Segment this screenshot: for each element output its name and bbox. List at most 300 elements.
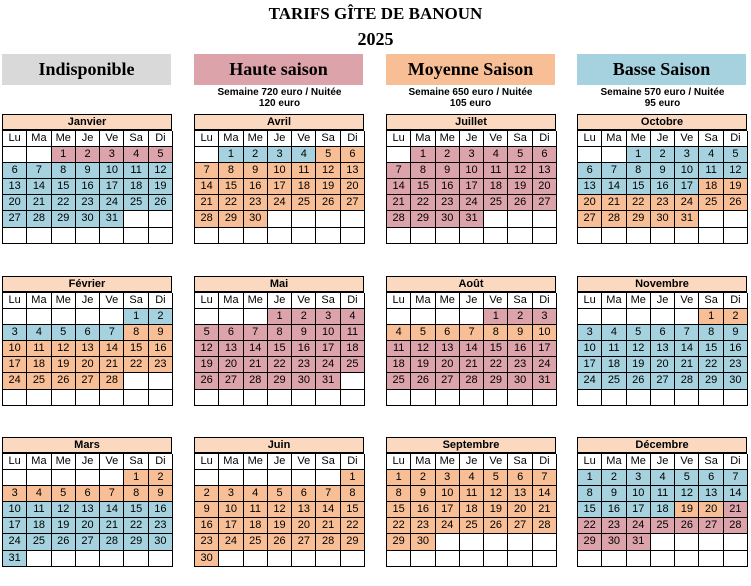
day-cell: 13	[76, 502, 100, 518]
day-cell: 1	[387, 470, 411, 486]
day-cell: 12	[149, 163, 173, 179]
day-cell: 5	[508, 147, 532, 163]
day-cell: 27	[76, 373, 100, 389]
empty-cell	[627, 228, 651, 244]
day-cell: 30	[292, 373, 316, 389]
day-cell: 5	[724, 147, 748, 163]
day-cell: 26	[52, 534, 76, 550]
day-cell: 25	[460, 518, 484, 534]
empty-cell	[602, 390, 626, 406]
day-cell: 21	[244, 357, 268, 373]
weekday-header: Sa	[699, 454, 723, 470]
day-cell: 31	[627, 534, 651, 550]
day-cell: 3	[268, 147, 292, 163]
day-cell: 4	[651, 470, 675, 486]
weekday-header: Sa	[508, 293, 532, 309]
weekday-header: Ma	[219, 293, 243, 309]
day-cell: 31	[675, 211, 699, 227]
day-cell: 12	[52, 341, 76, 357]
month-grid	[2, 130, 172, 244]
day-cell: 14	[602, 179, 626, 195]
day-cell: 6	[341, 147, 365, 163]
weekday-header: Je	[460, 454, 484, 470]
day-cell: 7	[100, 325, 124, 341]
day-cell: 25	[27, 534, 51, 550]
empty-cell	[3, 309, 27, 325]
day-cell: 24	[627, 518, 651, 534]
day-cell: 9	[149, 486, 173, 502]
empty-cell	[533, 390, 557, 406]
day-cell: 24	[316, 357, 340, 373]
weekday-header: Ve	[100, 454, 124, 470]
day-cell: 11	[651, 486, 675, 502]
legend-low-season: Basse Saison	[577, 54, 746, 85]
weekday-header: Sa	[124, 454, 148, 470]
day-cell: 19	[52, 518, 76, 534]
legend-unavailable: Indisponible	[2, 54, 171, 85]
day-cell: 4	[244, 486, 268, 502]
empty-cell	[436, 309, 460, 325]
day-cell: 23	[602, 518, 626, 534]
day-cell: 28	[100, 534, 124, 550]
empty-cell	[387, 551, 411, 567]
day-cell: 14	[387, 179, 411, 195]
empty-cell	[460, 551, 484, 567]
day-cell: 28	[602, 211, 626, 227]
day-cell: 30	[508, 373, 532, 389]
day-cell: 16	[149, 502, 173, 518]
day-cell: 28	[27, 211, 51, 227]
day-cell: 10	[436, 486, 460, 502]
day-cell: 25	[27, 373, 51, 389]
day-cell: 12	[411, 341, 435, 357]
day-cell: 17	[533, 341, 557, 357]
weekday-header: Sa	[508, 454, 532, 470]
day-cell: 20	[292, 518, 316, 534]
weekday-header: Me	[436, 454, 460, 470]
weekday-header: Di	[533, 131, 557, 147]
day-cell: 12	[508, 163, 532, 179]
day-cell: 29	[219, 211, 243, 227]
day-cell: 8	[341, 486, 365, 502]
weekday-header: Je	[76, 293, 100, 309]
empty-cell	[436, 228, 460, 244]
day-cell: 23	[244, 195, 268, 211]
day-cell: 6	[508, 470, 532, 486]
day-cell: 20	[3, 195, 27, 211]
day-cell: 16	[436, 179, 460, 195]
day-cell: 17	[3, 518, 27, 534]
day-cell: 3	[100, 147, 124, 163]
empty-cell	[149, 228, 173, 244]
empty-cell	[52, 390, 76, 406]
day-cell: 25	[341, 357, 365, 373]
month-name: Novembre	[577, 276, 747, 292]
month-calendar	[2, 437, 172, 567]
empty-cell	[724, 211, 748, 227]
weekday-header: Ve	[100, 293, 124, 309]
month-calendar	[386, 276, 556, 406]
day-cell: 10	[100, 163, 124, 179]
empty-cell	[268, 390, 292, 406]
empty-cell	[387, 390, 411, 406]
day-cell: 9	[602, 486, 626, 502]
day-cell: 24	[436, 518, 460, 534]
month-name: Juin	[194, 437, 364, 453]
day-cell: 21	[387, 195, 411, 211]
weekday-header: Sa	[124, 131, 148, 147]
day-cell: 30	[244, 211, 268, 227]
day-cell: 14	[533, 486, 557, 502]
month-calendar	[194, 437, 364, 567]
day-cell: 7	[195, 163, 219, 179]
day-cell: 10	[533, 325, 557, 341]
day-cell: 10	[316, 325, 340, 341]
day-cell: 10	[460, 163, 484, 179]
empty-cell	[268, 551, 292, 567]
empty-cell	[341, 390, 365, 406]
month-calendar	[2, 114, 172, 244]
day-cell: 23	[508, 357, 532, 373]
empty-cell	[244, 551, 268, 567]
day-cell: 14	[100, 502, 124, 518]
empty-cell	[387, 228, 411, 244]
empty-cell	[460, 390, 484, 406]
weekday-header: Ve	[675, 454, 699, 470]
day-cell: 2	[436, 147, 460, 163]
day-cell: 24	[533, 357, 557, 373]
empty-cell	[3, 228, 27, 244]
day-cell: 23	[724, 357, 748, 373]
day-cell: 17	[578, 357, 602, 373]
day-cell: 3	[3, 486, 27, 502]
month-grid	[2, 453, 172, 567]
day-cell: 27	[219, 373, 243, 389]
day-cell: 18	[484, 179, 508, 195]
empty-cell	[292, 211, 316, 227]
day-cell: 11	[699, 163, 723, 179]
day-cell: 31	[100, 211, 124, 227]
weekday-header: Je	[268, 293, 292, 309]
day-cell: 22	[124, 518, 148, 534]
day-cell: 14	[316, 502, 340, 518]
day-cell: 27	[651, 373, 675, 389]
day-cell: 11	[292, 163, 316, 179]
empty-cell	[52, 551, 76, 567]
day-cell: 23	[411, 518, 435, 534]
empty-cell	[316, 390, 340, 406]
empty-cell	[533, 551, 557, 567]
day-cell: 17	[316, 341, 340, 357]
weekday-header: Sa	[124, 293, 148, 309]
empty-cell	[484, 390, 508, 406]
day-cell: 23	[195, 534, 219, 550]
day-cell: 26	[508, 195, 532, 211]
weekday-header: Ve	[292, 454, 316, 470]
day-cell: 24	[460, 195, 484, 211]
empty-cell	[195, 228, 219, 244]
empty-cell	[699, 390, 723, 406]
empty-cell	[341, 228, 365, 244]
day-cell: 11	[387, 341, 411, 357]
day-cell: 16	[292, 341, 316, 357]
day-cell: 26	[268, 534, 292, 550]
empty-cell	[76, 470, 100, 486]
day-cell: 5	[268, 486, 292, 502]
day-cell: 30	[76, 211, 100, 227]
day-cell: 31	[460, 211, 484, 227]
day-cell: 13	[341, 163, 365, 179]
day-cell: 2	[149, 470, 173, 486]
empty-cell	[316, 211, 340, 227]
day-cell: 1	[124, 309, 148, 325]
empty-cell	[27, 309, 51, 325]
empty-cell	[508, 390, 532, 406]
empty-cell	[602, 228, 626, 244]
month-grid	[2, 292, 172, 406]
day-cell: 8	[411, 163, 435, 179]
weekday-header: Sa	[316, 131, 340, 147]
day-cell: 2	[195, 486, 219, 502]
day-cell: 30	[195, 551, 219, 567]
weekday-header: Di	[724, 131, 748, 147]
day-cell: 4	[699, 147, 723, 163]
month-name: Janvier	[2, 114, 172, 130]
weekday-header: Lu	[195, 131, 219, 147]
day-cell: 22	[268, 357, 292, 373]
empty-cell	[219, 390, 243, 406]
day-cell: 19	[411, 357, 435, 373]
day-cell: 26	[52, 373, 76, 389]
empty-cell	[508, 211, 532, 227]
empty-cell	[219, 228, 243, 244]
day-cell: 21	[100, 357, 124, 373]
empty-cell	[651, 390, 675, 406]
empty-cell	[436, 390, 460, 406]
day-cell: 28	[724, 518, 748, 534]
day-cell: 8	[578, 486, 602, 502]
day-cell: 26	[724, 195, 748, 211]
day-cell: 13	[533, 163, 557, 179]
weekday-header: Ma	[27, 454, 51, 470]
day-cell: 17	[100, 179, 124, 195]
day-cell: 8	[124, 325, 148, 341]
month-calendar	[386, 437, 556, 567]
empty-cell	[124, 211, 148, 227]
weekday-header: Di	[533, 293, 557, 309]
empty-cell	[52, 470, 76, 486]
day-cell: 24	[219, 534, 243, 550]
day-cell: 27	[578, 211, 602, 227]
day-cell: 20	[341, 179, 365, 195]
day-cell: 7	[533, 470, 557, 486]
weekday-header: Sa	[699, 131, 723, 147]
day-cell: 25	[651, 518, 675, 534]
empty-cell	[27, 551, 51, 567]
day-cell: 22	[387, 518, 411, 534]
empty-cell	[341, 211, 365, 227]
day-cell: 26	[627, 373, 651, 389]
day-cell: 2	[651, 147, 675, 163]
month-grid	[386, 453, 556, 567]
empty-cell	[76, 390, 100, 406]
day-cell: 5	[52, 486, 76, 502]
price-week: Semaine 650 euro / Nuitée	[408, 87, 533, 98]
day-cell: 8	[699, 325, 723, 341]
month-name: Septembre	[386, 437, 556, 453]
empty-cell	[651, 309, 675, 325]
empty-cell	[484, 551, 508, 567]
day-cell: 9	[244, 163, 268, 179]
day-cell: 22	[411, 195, 435, 211]
day-cell: 14	[460, 341, 484, 357]
day-cell: 11	[244, 502, 268, 518]
day-cell: 2	[602, 470, 626, 486]
weekday-header: Lu	[387, 131, 411, 147]
empty-cell	[268, 211, 292, 227]
day-cell: 23	[76, 195, 100, 211]
weekday-header: Je	[76, 131, 100, 147]
day-cell: 15	[268, 341, 292, 357]
day-cell: 11	[341, 325, 365, 341]
day-cell: 15	[341, 502, 365, 518]
price-low-season	[575, 87, 750, 109]
day-cell: 5	[149, 147, 173, 163]
day-cell: 30	[436, 211, 460, 227]
empty-cell	[341, 551, 365, 567]
day-cell: 9	[149, 325, 173, 341]
day-cell: 26	[316, 195, 340, 211]
weekday-header: Ma	[602, 131, 626, 147]
day-cell: 17	[436, 502, 460, 518]
month-calendar	[194, 114, 364, 244]
empty-cell	[411, 551, 435, 567]
day-cell: 18	[699, 179, 723, 195]
month-grid	[194, 130, 364, 244]
day-cell: 7	[316, 486, 340, 502]
day-cell: 21	[195, 195, 219, 211]
weekday-header: Je	[268, 131, 292, 147]
empty-cell	[244, 470, 268, 486]
day-cell: 8	[387, 486, 411, 502]
day-cell: 9	[76, 163, 100, 179]
day-cell: 21	[675, 357, 699, 373]
weekday-header: Me	[52, 293, 76, 309]
weekday-header: Me	[244, 293, 268, 309]
day-cell: 18	[602, 357, 626, 373]
price-night: 120 euro	[258, 98, 301, 109]
day-cell: 19	[508, 179, 532, 195]
empty-cell	[675, 309, 699, 325]
day-cell: 4	[27, 486, 51, 502]
month-name: Mai	[194, 276, 364, 292]
empty-cell	[341, 373, 365, 389]
day-cell: 27	[3, 211, 27, 227]
day-cell: 13	[292, 502, 316, 518]
day-cell: 13	[699, 486, 723, 502]
day-cell: 15	[387, 502, 411, 518]
empty-cell	[100, 470, 124, 486]
weekday-header: Di	[149, 131, 173, 147]
day-cell: 26	[484, 518, 508, 534]
day-cell: 16	[651, 179, 675, 195]
day-cell: 21	[100, 518, 124, 534]
weekday-header: Sa	[316, 293, 340, 309]
day-cell: 1	[484, 309, 508, 325]
day-cell: 28	[100, 373, 124, 389]
empty-cell	[316, 470, 340, 486]
day-cell: 16	[602, 502, 626, 518]
day-cell: 30	[724, 373, 748, 389]
day-cell: 15	[124, 502, 148, 518]
day-cell: 25	[292, 195, 316, 211]
empty-cell	[76, 551, 100, 567]
day-cell: 9	[292, 325, 316, 341]
day-cell: 6	[292, 486, 316, 502]
price-week: Semaine 720 euro / Nuitée	[217, 87, 342, 98]
day-cell: 17	[268, 179, 292, 195]
day-cell: 18	[460, 502, 484, 518]
day-cell: 16	[195, 518, 219, 534]
day-cell: 14	[244, 341, 268, 357]
day-cell: 27	[436, 373, 460, 389]
weekday-header: Sa	[699, 293, 723, 309]
day-cell: 17	[3, 357, 27, 373]
empty-cell	[651, 534, 675, 550]
day-cell: 4	[27, 325, 51, 341]
day-cell: 23	[149, 518, 173, 534]
day-cell: 27	[341, 195, 365, 211]
day-cell: 21	[316, 518, 340, 534]
empty-cell	[460, 228, 484, 244]
empty-cell	[52, 228, 76, 244]
day-cell: 3	[533, 309, 557, 325]
day-cell: 18	[387, 357, 411, 373]
empty-cell	[508, 534, 532, 550]
weekday-header: Sa	[316, 454, 340, 470]
day-cell: 5	[316, 147, 340, 163]
empty-cell	[219, 551, 243, 567]
weekday-header: Ve	[100, 131, 124, 147]
day-cell: 12	[627, 341, 651, 357]
month-name: Août	[386, 276, 556, 292]
weekday-header: Me	[436, 131, 460, 147]
day-cell: 5	[52, 325, 76, 341]
day-cell: 21	[27, 195, 51, 211]
day-cell: 27	[292, 534, 316, 550]
day-cell: 18	[292, 179, 316, 195]
weekday-header: Me	[627, 293, 651, 309]
empty-cell	[436, 551, 460, 567]
day-cell: 14	[195, 179, 219, 195]
day-cell: 10	[675, 163, 699, 179]
empty-cell	[100, 228, 124, 244]
month-calendar	[386, 114, 556, 244]
day-cell: 24	[3, 373, 27, 389]
weekday-header: Ma	[27, 131, 51, 147]
day-cell: 12	[52, 502, 76, 518]
weekday-header: Ma	[219, 454, 243, 470]
weekday-header: Me	[52, 454, 76, 470]
price-high-season	[192, 87, 367, 109]
day-cell: 17	[219, 518, 243, 534]
empty-cell	[724, 534, 748, 550]
day-cell: 29	[387, 534, 411, 550]
empty-cell	[149, 551, 173, 567]
empty-cell	[578, 390, 602, 406]
day-cell: 28	[533, 518, 557, 534]
empty-cell	[508, 551, 532, 567]
